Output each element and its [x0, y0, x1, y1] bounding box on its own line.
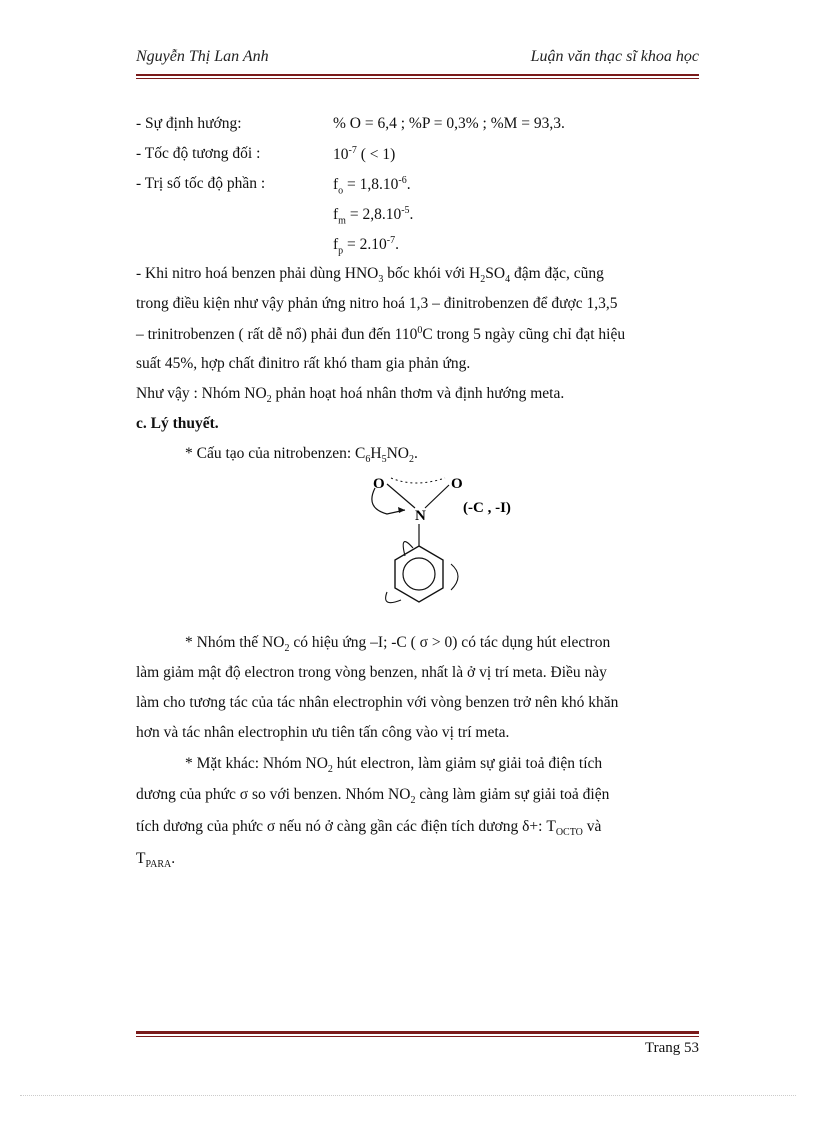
- fp-value: $f_p = 2.10^{-7}$.: [333, 235, 400, 257]
- bond-n-o-left: [387, 484, 415, 508]
- curved-arrow-ring-top: [403, 542, 413, 556]
- atom-o-left: O: [373, 476, 385, 492]
- para1-line5: Như vậy : Nhóm $NO_2$ phản hoạt hoá nhân thơm và định hướng meta.: [136, 385, 565, 406]
- header-title: Luận văn thạc sĩ khoa học: [530, 48, 699, 65]
- para3-line1: * Mặt khác: Nhóm $NO_2$ hút electron, làm giảm sự giải toả điện tích: [185, 755, 603, 776]
- footer-rule: [136, 1031, 699, 1034]
- para3-line3: tích dương của phức σ nếu nó ở càng gần các điện tích dương δ+: $T_{OCTO}$ và: [136, 818, 602, 839]
- fm-value: $f_m = 2,8.10^{-5}$.: [333, 205, 414, 227]
- orientation-value: % O = 6,4 ; %P = 0,3% ; %M = 93,3.: [333, 115, 565, 132]
- header-rule: [136, 74, 699, 76]
- page-number: Trang 53: [644, 1040, 699, 1056]
- para1-line4: suất 45%, hợp chất đinitro rất khó tham gia phản ứng.: [136, 355, 471, 372]
- para2-line1: * Nhóm thế $NO_2$ có hiệu ứng –I; -C ( σ > 0) có tác dụng hút electron: [185, 634, 611, 655]
- arrowhead-o: [398, 507, 405, 513]
- footer-rule-thin: [136, 1036, 699, 1037]
- header-rule-thin: [136, 78, 699, 79]
- para1-line3: – trinitrobenzen ( rất dễ nổ) phải đun đến $110^0C$ trong 5 ngày cũng chỉ đạt hiệu: [136, 325, 626, 344]
- curved-arrow-ring-right: [451, 564, 458, 590]
- partial-rate-label: - Trị số tốc độ phần :: [136, 175, 266, 192]
- relrate-label: - Tốc độ tương đối :: [136, 145, 261, 162]
- para3-line4: $T_{PARA}$.: [136, 850, 176, 871]
- para1-line1: - Khi nitro hoá benzen phải dùng $HNO_3$ bốc khói với $H_2SO_4$ đậm đặc, cũng: [136, 265, 604, 286]
- header-author: Nguyễn Thị Lan Anh: [136, 48, 269, 65]
- para2-line3: làm cho tương tác của tác nhân electrophin với vòng benzen trở nên khó khăn: [136, 694, 619, 711]
- atom-o-right: O: [451, 476, 463, 492]
- benzene-ring: [395, 546, 443, 602]
- aromatic-circle: [403, 558, 435, 590]
- para2-line4: hơn và tác nhân electrophin ưu tiên tấn công vào vị trí meta.: [136, 724, 510, 741]
- para2-line2: làm giảm mật độ electron trong vòng benzen, nhất là ở vị trí meta. Điều này: [136, 664, 607, 681]
- atom-n: N: [415, 508, 426, 524]
- nitrobenzene-structure: [355, 468, 535, 618]
- orientation-row: [136, 115, 242, 133]
- effect-label: (-C , -I): [463, 500, 511, 516]
- relrate-value: $10^{-7}$ ( < 1): [333, 145, 396, 164]
- para1-line2: trong điều kiện như vậy phản ứng nitro hoá 1,3 – đinitrobenzen để được 1,3,5: [136, 295, 618, 312]
- para3-line2: dương của phức σ so với benzen. Nhóm $NO_2$ càng làm giảm sự giải toả điện: [136, 786, 610, 807]
- page-edge-dotted: [20, 1095, 796, 1096]
- structure-caption: * Cấu tạo của nitrobenzen: $C_6H_5NO_2$.: [185, 445, 418, 466]
- curved-arrow-ring-bottom: [386, 592, 401, 603]
- bond-n-o-right: [425, 485, 449, 508]
- delocalization-dots: [391, 478, 445, 483]
- fo-value: $f_o = 1,8.10^{-6}$.: [333, 175, 411, 197]
- section-heading: c. Lý thuyết.: [136, 415, 219, 432]
- orientation-label: - Sự định hướng:: [136, 115, 242, 132]
